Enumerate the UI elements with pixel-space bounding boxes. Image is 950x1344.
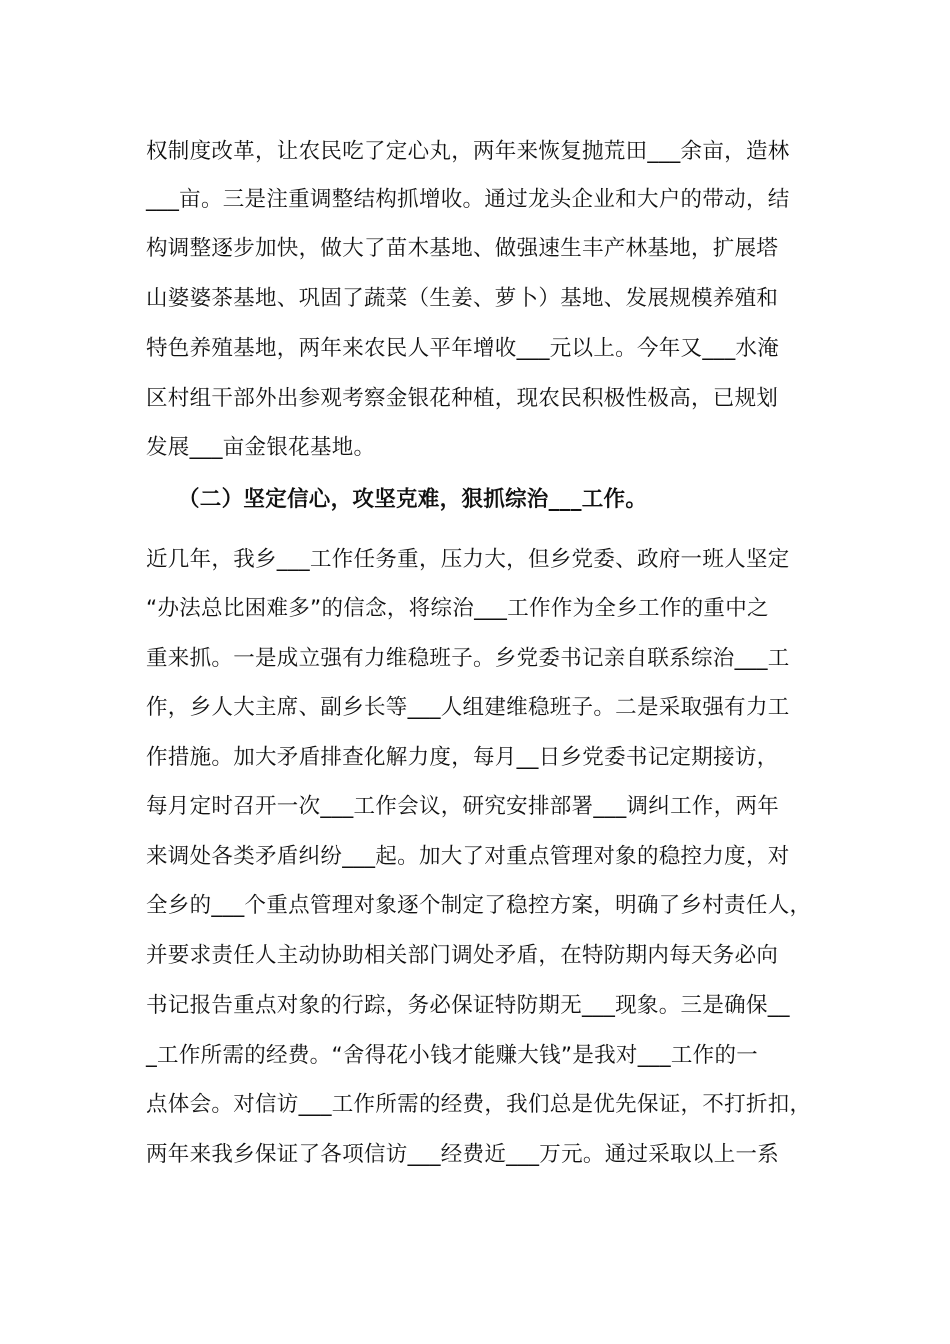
- text-line: 全乡的___个重点管理对象逐个制定了稳控方案，明确了乡村责任人，: [146, 893, 812, 918]
- text-line: 作措施。加大矛盾排查化解力度，每月__日乡党委书记定期接访，: [146, 745, 779, 770]
- text-line: 区村组干部外出参观考察金银花种植，现农民积极性极高，已规划: [146, 386, 779, 411]
- text-line: 近几年，我乡___工作任务重，压力大，但乡党委、政府一班人坚定: [146, 547, 790, 572]
- text-line: 作，乡人大主席、副乡长等___人组建维稳班子。二是采取强有力工: [146, 695, 790, 720]
- text-line: “办法总比困难多”的信念，将综治___工作作为全乡工作的重中之: [146, 596, 769, 621]
- text-line: ___亩。三是注重调整结构抓增收。通过龙头企业和大户的带动，结: [146, 187, 790, 212]
- text-line: 书记报告重点对象的行踪，务必保证特防期无___现象。三是确保__: [146, 993, 790, 1018]
- text-line: _工作所需的经费。“舍得花小钱才能赚大钱”是我对___工作的一: [146, 1043, 759, 1068]
- text-line: 发展___亩金银花基地。: [146, 435, 376, 460]
- text-line: 两年来我乡保证了各项信访___经费近___万元。通过采取以上一系: [146, 1142, 780, 1167]
- text-line: 点体会。对信访___工作所需的经费，我们总是优先保证，不打折扣，: [146, 1092, 812, 1117]
- section-heading: （二）坚定信心，攻坚克难，狠抓综治___工作。: [178, 487, 648, 512]
- text-line: 特色养殖基地，两年来农民人平年增收___元以上。今年又___水淹: [146, 336, 780, 361]
- text-line: 权制度改革，让农民吃了定心丸，两年来恢复抛荒田___余亩，造林: [146, 139, 790, 164]
- text-line: 山婆婆茶基地、巩固了蔬菜（生姜、萝卜）基地、发展规模养殖和: [146, 286, 779, 311]
- text-line: 每月定时召开一次___工作会议，研究安排部署___调纠工作，两年: [146, 794, 780, 819]
- text-line: 重来抓。一是成立强有力维稳班子。乡党委书记亲自联系综治___工: [146, 646, 790, 671]
- text-line: 来调处各类矛盾纠纷___起。加大了对重点管理对象的稳控力度，对: [146, 844, 790, 869]
- text-line: 构调整逐步加快，做大了苗木基地、做强速生丰产林基地，扩展塔: [146, 236, 779, 261]
- text-line: 并要求责任人主动协助相关部门调处矛盾，在特防期内每天务必向: [146, 943, 779, 968]
